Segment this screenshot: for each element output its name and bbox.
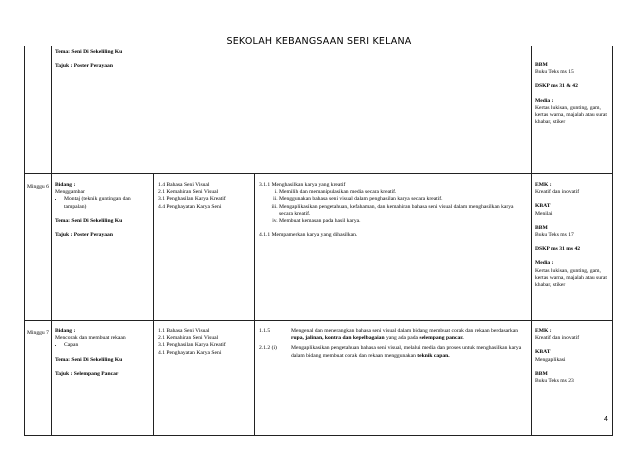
media-text: Kertas lukisan, gunting, gam, kertas warna, majalah atau surat khabar, stiker xyxy=(535,267,607,289)
standard-item: 2.1 Kemahiran Seni Visual xyxy=(158,189,219,196)
objective-text xyxy=(291,345,527,359)
objective-item: i. Memilih dan memanipulasikan media secara kreatif. xyxy=(279,189,527,196)
week-label: Minggu 6 xyxy=(27,184,49,190)
dskp-ref: DSKP ms 31 & 42 xyxy=(535,83,578,90)
media-title: Media : xyxy=(535,97,554,104)
objective-text-part: yang ada pada xyxy=(385,335,418,342)
page-number: 4 xyxy=(604,416,608,423)
topic-tema: Tema: Seni Di Sekeliling Ku xyxy=(55,356,123,363)
media-title: Media : xyxy=(535,260,554,267)
page-header: SEKOLAH KEBANGSAAN SERI KELANA xyxy=(226,36,412,47)
lesson-plan-table xyxy=(24,46,613,436)
objective-row xyxy=(259,328,527,342)
objective-item: iv. Membuat kemasan pada hasil karya. xyxy=(279,218,527,225)
objective-emphasis: selempang pancar. xyxy=(419,335,464,342)
objective-text xyxy=(291,328,527,342)
table-border-bottom xyxy=(24,435,613,436)
column-divider xyxy=(51,46,52,436)
topic-tajuk: Tajuk : Selempang Pancar xyxy=(55,370,119,377)
objective-text-part: Mengenal dan menerangkan bahasa seni visual dalam bidang membuat corak dan rekaan berdasarkan xyxy=(291,328,519,334)
objective-item: iii. Mengaplikasikan pengetahuan, kefahaman, dan kemahiran bahasa seni visual dalam menghasilkan karya secara kreatif. xyxy=(279,204,527,218)
standard-item: 3.1 Penghasilan Karya Kreatif xyxy=(158,196,226,203)
row-divider xyxy=(24,320,613,321)
row1-objectives-cell xyxy=(259,182,527,239)
bbm-title: BBM xyxy=(535,62,548,68)
bidang-item: • Montaj (teknik guntingan dan tampalan) xyxy=(64,196,151,210)
row2-topic-cell xyxy=(55,328,151,378)
standard-item: 3.1 Penghasilan Karya Kreatif xyxy=(158,342,226,349)
topic-tajuk: Tajuk : Poster Perayaan xyxy=(55,63,113,70)
objective-number: 1.1.5 xyxy=(259,328,271,334)
row2-resource-cell xyxy=(535,328,610,385)
emk-title: EMK : xyxy=(535,328,552,334)
emk-title: EMK : xyxy=(535,182,552,188)
row-divider xyxy=(24,173,613,174)
kbat-value: Mengaplikasi xyxy=(535,356,566,363)
standard-item: 4.4 Penghayatan Karya Seni xyxy=(158,203,222,210)
objective-emphasis: rupa, jalinan, kontra dan kepelbagaian xyxy=(291,335,385,342)
week-label: Minggu 7 xyxy=(27,330,49,336)
row2-standards-cell xyxy=(158,328,253,357)
topic-tema: Tema: Seni Di Sekeliling Ku xyxy=(55,217,123,224)
column-divider xyxy=(153,173,154,436)
row0-topic-cell xyxy=(55,49,195,70)
objective-emphasis: teknik capan. xyxy=(417,352,450,359)
column-divider xyxy=(254,173,255,436)
emk-value: Kreatif dan inovatif xyxy=(535,335,580,342)
dskp-ref: DSKP ms 31 ms 42 xyxy=(535,246,581,253)
bbm-book: Buku Teks ms 17 xyxy=(535,232,574,239)
table-border-right xyxy=(612,46,613,436)
row2-objectives-cell xyxy=(259,328,527,360)
bidang-item: • Capan xyxy=(64,342,151,349)
topic-tajuk: Tajuk : Poster Perayaan xyxy=(55,232,113,239)
objective-item: ii. Menggunakan bahasa seni visual dalam penghasilan karya secara kreatif. xyxy=(279,196,527,203)
row1-resource-cell xyxy=(535,182,610,289)
bbm-title: BBM xyxy=(535,224,548,231)
kbat-title: KBAT xyxy=(535,203,551,210)
table-border-left xyxy=(24,46,25,436)
standard-item: 2.1 Kemahiran Seni Visual xyxy=(158,335,219,342)
objective-number: 2.1.2 (i) xyxy=(259,345,277,352)
emk-value: Kreatif dan inovatif xyxy=(535,189,580,196)
bbm-book: Buku Teks ms 15 xyxy=(535,69,574,76)
objective-heading: 3.1.1 Menghasilkan karya yang kreatif xyxy=(259,182,346,188)
objective-text-part: Mengaplikasikan pengetahuan bahasa seni visual, melalui media dan proses untuk menghasilkan karya dalam bidang membuat corak dan rekaan menggunakan xyxy=(291,345,522,359)
row1-standards-cell xyxy=(158,182,253,211)
column-divider xyxy=(531,46,532,436)
bidang-value: Menggambar xyxy=(55,189,85,196)
kbat-title: KBAT xyxy=(535,349,551,356)
row1-topic-cell xyxy=(55,182,151,239)
bidang-label: Bidang : xyxy=(55,182,76,188)
standard-item: 1.1 Bahasa Seni Visual xyxy=(158,328,210,334)
objective-row xyxy=(259,345,527,359)
standard-item: 4.1 Penghayatan Karya Seni xyxy=(158,349,222,356)
objective-heading: 4.1.1 Mempamerkan karya yang dihasilkan. xyxy=(259,232,358,239)
standard-item: 1.4 Bahasa Seni Visual xyxy=(158,182,210,188)
bidang-value: Mencorak dan membuat rekaan xyxy=(55,335,126,342)
kbat-value: Menilai xyxy=(535,210,553,217)
bbm-title: BBM xyxy=(535,370,548,377)
topic-tema: Tema: Seni Di Sekeliling Ku xyxy=(55,49,123,55)
row0-resource-cell xyxy=(535,62,610,126)
bidang-label: Bidang : xyxy=(55,328,76,334)
media-text: Kertas lukisan, gunting, gam, kertas warna, majalah atau surat khabar, stiker xyxy=(535,104,607,126)
bbm-book: Buku Teks ms 23 xyxy=(535,378,574,385)
